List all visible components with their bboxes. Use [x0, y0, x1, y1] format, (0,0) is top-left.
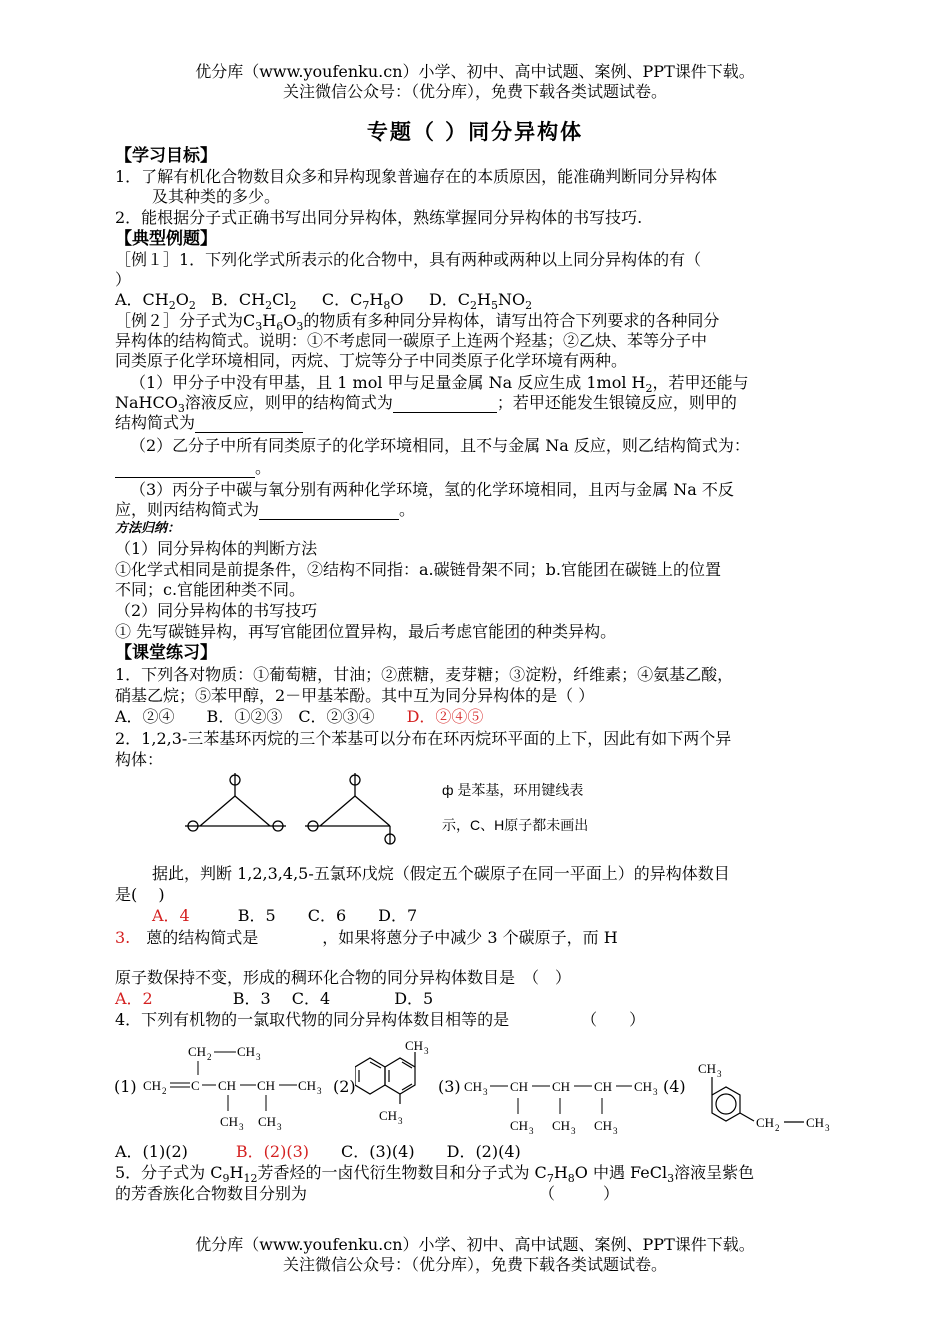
svg-text:3: 3 [239, 1122, 244, 1132]
svg-text:3: 3 [398, 1116, 403, 1126]
svg-text:CH: CH [220, 1114, 239, 1129]
svg-text:CH: CH [510, 1118, 529, 1133]
ex1-option-d: D．$C_2H_5NO_2$ [428, 290, 533, 313]
svg-text:2: 2 [207, 1052, 212, 1062]
svg-text:CH: CH [405, 1038, 424, 1053]
svg-text:CH: CH [552, 1118, 571, 1133]
practice-5-cont: 的芳香族化合物数目分别为 （ ） [115, 1184, 620, 1203]
svg-text:3: 3 [483, 1087, 488, 1097]
example-2-q2-line-1: （2）乙分子中所有同类原子的化学环境相同，且不与金属 Na 反应，则乙结构简式为： [130, 436, 750, 455]
example-2-q1-line-3: 结构简式为 [115, 413, 303, 433]
svg-text:C: C [191, 1078, 200, 1093]
svg-text:CH: CH [258, 1114, 277, 1129]
practice-2-options: A．4 B．5 C．6 D．7 [152, 906, 418, 925]
goal-2: 2．能根据分子式正确书写出同分异构体，熟练掌握同分异构体的书写技巧. [115, 208, 643, 227]
example-1-options [115, 290, 533, 313]
method-heading: 方法归纳： [115, 521, 181, 536]
answer-option-a: A．4 [152, 906, 190, 925]
answer-blank[interactable] [393, 397, 497, 413]
svg-text:2: 2 [775, 1123, 780, 1133]
svg-text:CH: CH [756, 1115, 775, 1130]
svg-text:3: 3 [424, 1046, 429, 1056]
svg-text:3: 3 [256, 1052, 261, 1062]
example-2-line-3: 同类原子化学环境相同，丙烷、丁烷等分子中同类原子化学环境有两种。 [115, 351, 628, 370]
svg-text:3: 3 [717, 1069, 722, 1079]
example-1: ［例１］1．下列化学式所表示的化合物中，具有两种或两种以上同分异构体的有（ [115, 250, 702, 269]
practice-1-options: A．②④ B．①②③ C．②③④ D．②④⑤ [115, 707, 484, 726]
svg-text:3: 3 [613, 1126, 618, 1136]
svg-text:CH: CH [379, 1108, 398, 1123]
method-2: ①化学式相同是前提条件，②结构不同指：a.碳链骨架不同；b.官能团在碳链上的位置 [115, 560, 721, 579]
svg-text:CH: CH [806, 1115, 825, 1130]
svg-text:CH: CH [594, 1079, 613, 1094]
answer-option-d: D．②④⑤ [406, 707, 484, 726]
example-2-line-2: 异构体的结构简式。说明：①不考虑同一碳原子上连两个羟基；②乙炔、苯等分子中 [115, 331, 708, 350]
svg-text:3: 3 [825, 1123, 830, 1133]
svg-text:CH: CH [510, 1079, 529, 1094]
svg-text:3: 3 [317, 1086, 322, 1096]
ex1-option-a: A．$CH_2O_2$ [115, 290, 196, 313]
structure-label-4: (4) [663, 1077, 686, 1096]
answer-option-a: A．2 [115, 989, 153, 1008]
figure-note-1: ф 是苯基，环用键线表 [442, 782, 584, 798]
footer-line-1: 优分库（www.youfenku.cn）小学、初中、高中试题、案例、PPT课件下载。 [195, 1235, 755, 1254]
ex1-option-c: C．$C_7H_8O$ [321, 290, 404, 313]
practice-3-cont: 原子数保持不变，形成的稠环化合物的同分异构体数目是 （ ） [115, 968, 572, 987]
footer-line-2: 关注微信公众号：（优分库），免费下载各类试题试卷。 [282, 1255, 667, 1274]
page-title: 专题（ ）同分异构体 [366, 120, 584, 144]
goals-heading: 【学习目标】 [115, 146, 217, 166]
svg-text:CH: CH [552, 1079, 571, 1094]
svg-text:CH: CH [143, 1078, 162, 1093]
svg-text:CH: CH [237, 1044, 256, 1059]
isomer-1 [185, 773, 286, 831]
svg-text:CH: CH [698, 1061, 717, 1076]
practice-2-cont: 构体： [115, 750, 164, 769]
header-line-2: 关注微信公众号：（优分库），免费下载各类试题试卷。 [282, 82, 667, 101]
structure-4-ethyltoluene [682, 1055, 842, 1145]
svg-text:CH: CH [188, 1044, 207, 1059]
example-2-line-1: ［例２］分子式为$C_3H_6O_3$的物质有多种同分异构体，请写出符合下列要求的各种同分 [115, 311, 720, 334]
structure-3 [462, 1070, 672, 1140]
svg-text:CH: CH [464, 1079, 483, 1094]
svg-text:2: 2 [162, 1086, 167, 1096]
practice-2-question: 据此，判断 1,2,3,4,5-五氯环戊烷（假定五个碳原子在同一平面上）的异构体数目 [152, 864, 730, 883]
goal-1-cont: 及其种类的多少。 [152, 187, 281, 206]
header-line-1: 优分库（www.youfenku.cn）小学、初中、高中试题、案例、PPT课件下载。 [195, 62, 755, 81]
practice-5: 5．分子式为 $C_9H_{12}$芳香烃的一卤代衍生物数目和分子式为 $C_7H_8O$ 中遇 FeCl$_3$溶液呈紫色 [115, 1163, 755, 1186]
practice-3-options: A．2 B．3 C．4 D．5 [115, 989, 434, 1008]
method-4: ① 先写碳链异构，再写官能团位置异构，最后考虑官能团的种类异构。 [115, 622, 617, 641]
answer-blank[interactable] [115, 462, 255, 478]
svg-text:CH: CH [298, 1078, 317, 1093]
svg-text:3: 3 [571, 1126, 576, 1136]
practice-heading: 【课堂练习】 [115, 643, 217, 663]
practice-1: 1．下列各对物质：①葡萄糖，甘油；②蔗糖，麦芽糖；③淀粉，纤维素；④氨基乙酸， [115, 665, 734, 684]
practice-2: 2．1,2,3-三苯基环丙烷的三个苯基可以分布在环丙烷环平面的上下，因此有如下两个异 [115, 729, 732, 748]
example-2-q2-line-2: 。 [115, 458, 271, 478]
method-2-cont: 不同；c.官能团种类不同。 [115, 580, 306, 599]
answer-blank[interactable] [259, 504, 399, 520]
structure-label-3: (3) [438, 1077, 461, 1096]
example-2-q1-line-2: NaHCO$_3$溶液反应，则甲的结构简式为 ；若甲还能发生银镜反应，则甲的 [115, 393, 737, 416]
example-2-q3-line-2: 应，则丙结构简式为 。 [115, 500, 416, 519]
practice-1-cont: 硝基乙烷；⑤苯甲醇，2－甲基苯酚。其中互为同分异构体的是（ ） [115, 686, 595, 705]
method-3: （2）同分异构体的书写技巧 [115, 601, 318, 620]
svg-text:3: 3 [529, 1126, 534, 1136]
isomer-2 [305, 773, 395, 844]
svg-text:3: 3 [653, 1087, 658, 1097]
goal-1: 1．了解有机化合物数目众多和异构现象普遍存在的本质原因，能准确判断同分异构体 [115, 167, 718, 186]
structure-2-methylnaphthalene [355, 1030, 435, 1135]
svg-text:CH: CH [594, 1118, 613, 1133]
structure-1 [140, 1035, 340, 1135]
example-2-q1-line-1: （1）甲分子中没有甲基，且 1 mol 甲与足量金属 Na 反应生成 1mol $H_2$，若甲还能与 [130, 373, 749, 396]
example-2-q3-line-1: （3）丙分子中碳与氧分别有两种化学环境，氢的化学环境相同，且丙与金属 Na 不反 [130, 480, 734, 499]
svg-text:CH: CH [257, 1078, 276, 1093]
practice-2-question-cont: 是( ) [115, 885, 165, 904]
examples-heading: 【典型例题】 [115, 229, 217, 249]
example-1-close: ） [115, 270, 132, 289]
structure-label-1: (1) [114, 1077, 137, 1096]
svg-text:CH: CH [634, 1079, 653, 1094]
practice-4: 4．下列有机物的一氯取代物的同分异构体数目相等的是 （ ） [115, 1010, 646, 1029]
practice-4-options: A．(1)(2) B．(2)(3) C．(3)(4) D．(2)(4) [115, 1142, 521, 1161]
practice-3: 3. 蒽的结构简式是 ，如果将蒽分子中减少 3 个碳原子，而 H [115, 928, 618, 947]
answer-option-b: B．(2)(3) [235, 1142, 309, 1161]
answer-blank[interactable] [195, 417, 303, 433]
method-1: （1）同分异构体的判断方法 [115, 539, 318, 558]
structure-label-2: (2) [333, 1077, 356, 1096]
cyclopropane-isomers-figure [180, 768, 420, 848]
svg-text:CH: CH [218, 1078, 237, 1093]
figure-note-2: 示，C、H原子都未画出 [442, 817, 589, 833]
svg-text:3: 3 [277, 1122, 282, 1132]
ex1-option-b: B．$CH_2Cl_2$ [211, 290, 297, 313]
